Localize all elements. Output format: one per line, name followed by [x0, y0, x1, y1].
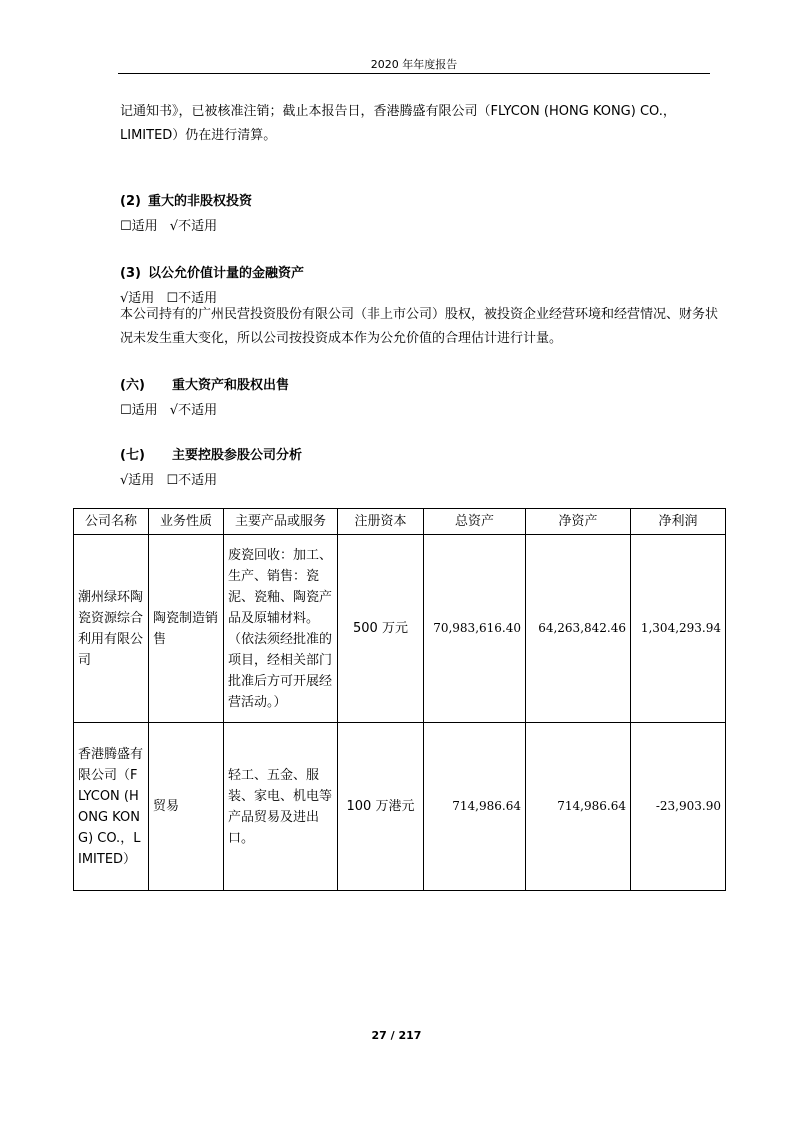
- table-header-row: [74, 509, 726, 535]
- section-2-options: [120, 215, 225, 234]
- section-7-applicable: √适用: [120, 473, 155, 488]
- section-7-not-applicable: ☐不适用: [166, 473, 218, 488]
- intro-paragraph: 记通知书》，已被核准注销；截止本报告日，香港腾盛有限公司（FLYCON (HONG KONG) CO.，LIMITED）仍在进行清算。: [120, 104, 676, 143]
- cell-net-assets: 714,986.64: [526, 723, 631, 891]
- section-3-applicable: √适用: [120, 291, 155, 306]
- header-net-assets: 净资产: [526, 509, 631, 535]
- section-6-heading: [120, 374, 289, 393]
- cell-company-name: 潮州绿环陶瓷资源综合利用有限公司: [74, 535, 149, 723]
- header-registered-capital: 注册资本: [338, 509, 424, 535]
- cell-total-assets: 714,986.64: [424, 723, 526, 891]
- section-7-title: 主要控股参股公司分析: [172, 448, 303, 463]
- header-business-nature: 业务性质: [149, 509, 224, 535]
- section-2-number: (2): [120, 194, 141, 209]
- section-6-title: 重大资产和股权出售: [172, 378, 290, 393]
- header-main-products: 主要产品或服务: [224, 509, 338, 535]
- page-header: 2020 年年度报告: [370, 58, 458, 71]
- section-7-options: [120, 469, 225, 488]
- cell-net-assets: 64,263,842.46: [526, 535, 631, 723]
- section-3-title: 以公允价值计量的金融资产: [148, 266, 305, 281]
- section-3-number: (3): [120, 266, 141, 281]
- header-total-assets: 总资产: [424, 509, 526, 535]
- cell-total-assets: 70,983,616.40: [424, 535, 526, 723]
- section-7-number: (七): [120, 448, 145, 463]
- section-6-number: (六): [120, 378, 145, 393]
- table-row: [74, 535, 726, 723]
- cell-business-nature: 贸易: [149, 723, 224, 891]
- header-rule: [118, 73, 710, 74]
- section-7-heading: [120, 444, 302, 463]
- section-6-options: [120, 399, 225, 418]
- section-6-applicable: ☐适用: [120, 403, 158, 418]
- cell-business-nature: 陶瓷制造销售: [149, 535, 224, 723]
- page-number: 27 / 217: [371, 1029, 422, 1042]
- section-2-title: 重大的非股权投资: [148, 194, 253, 209]
- cell-company-name: 香港腾盛有限公司（FLYCON (HONG KONG) CO.，LIMITED）: [74, 723, 149, 891]
- cell-registered-capital: 500 万元: [338, 535, 424, 723]
- header-net-profit: 净利润: [631, 509, 726, 535]
- section-2-applicable: ☐适用: [120, 219, 158, 234]
- cell-net-profit: 1,304,293.94: [631, 535, 726, 723]
- subsidiaries-table: [73, 508, 726, 891]
- section-2-heading: [120, 190, 252, 209]
- cell-registered-capital: 100 万港元: [338, 723, 424, 891]
- cell-main-products: 废瓷回收：加工、生产、销售：瓷泥、瓷釉、陶瓷产品及原辅材料。（依法须经批准的项目，经相关部门批准后方可开展经营活动。）: [224, 535, 338, 723]
- section-3-heading: [120, 262, 304, 281]
- header-company-name: 公司名称: [74, 509, 149, 535]
- cell-main-products: 轻工、五金、服装、家电、机电等产品贸易及进出口。: [224, 723, 338, 891]
- section-3-paragraph: 本公司持有的广州民营投资股份有限公司（非上市公司）股权，被投资企业经营环境和经营情况、财务状况未发生重大变化，所以公司按投资成本作为公允价值的合理估计进行计量。: [120, 307, 719, 346]
- table-row: [74, 723, 726, 891]
- section-6-not-applicable: √不适用: [169, 403, 218, 418]
- section-2-not-applicable: √不适用: [169, 219, 218, 234]
- section-3-not-applicable: ☐不适用: [166, 291, 218, 306]
- cell-net-profit: -23,903.90: [631, 723, 726, 891]
